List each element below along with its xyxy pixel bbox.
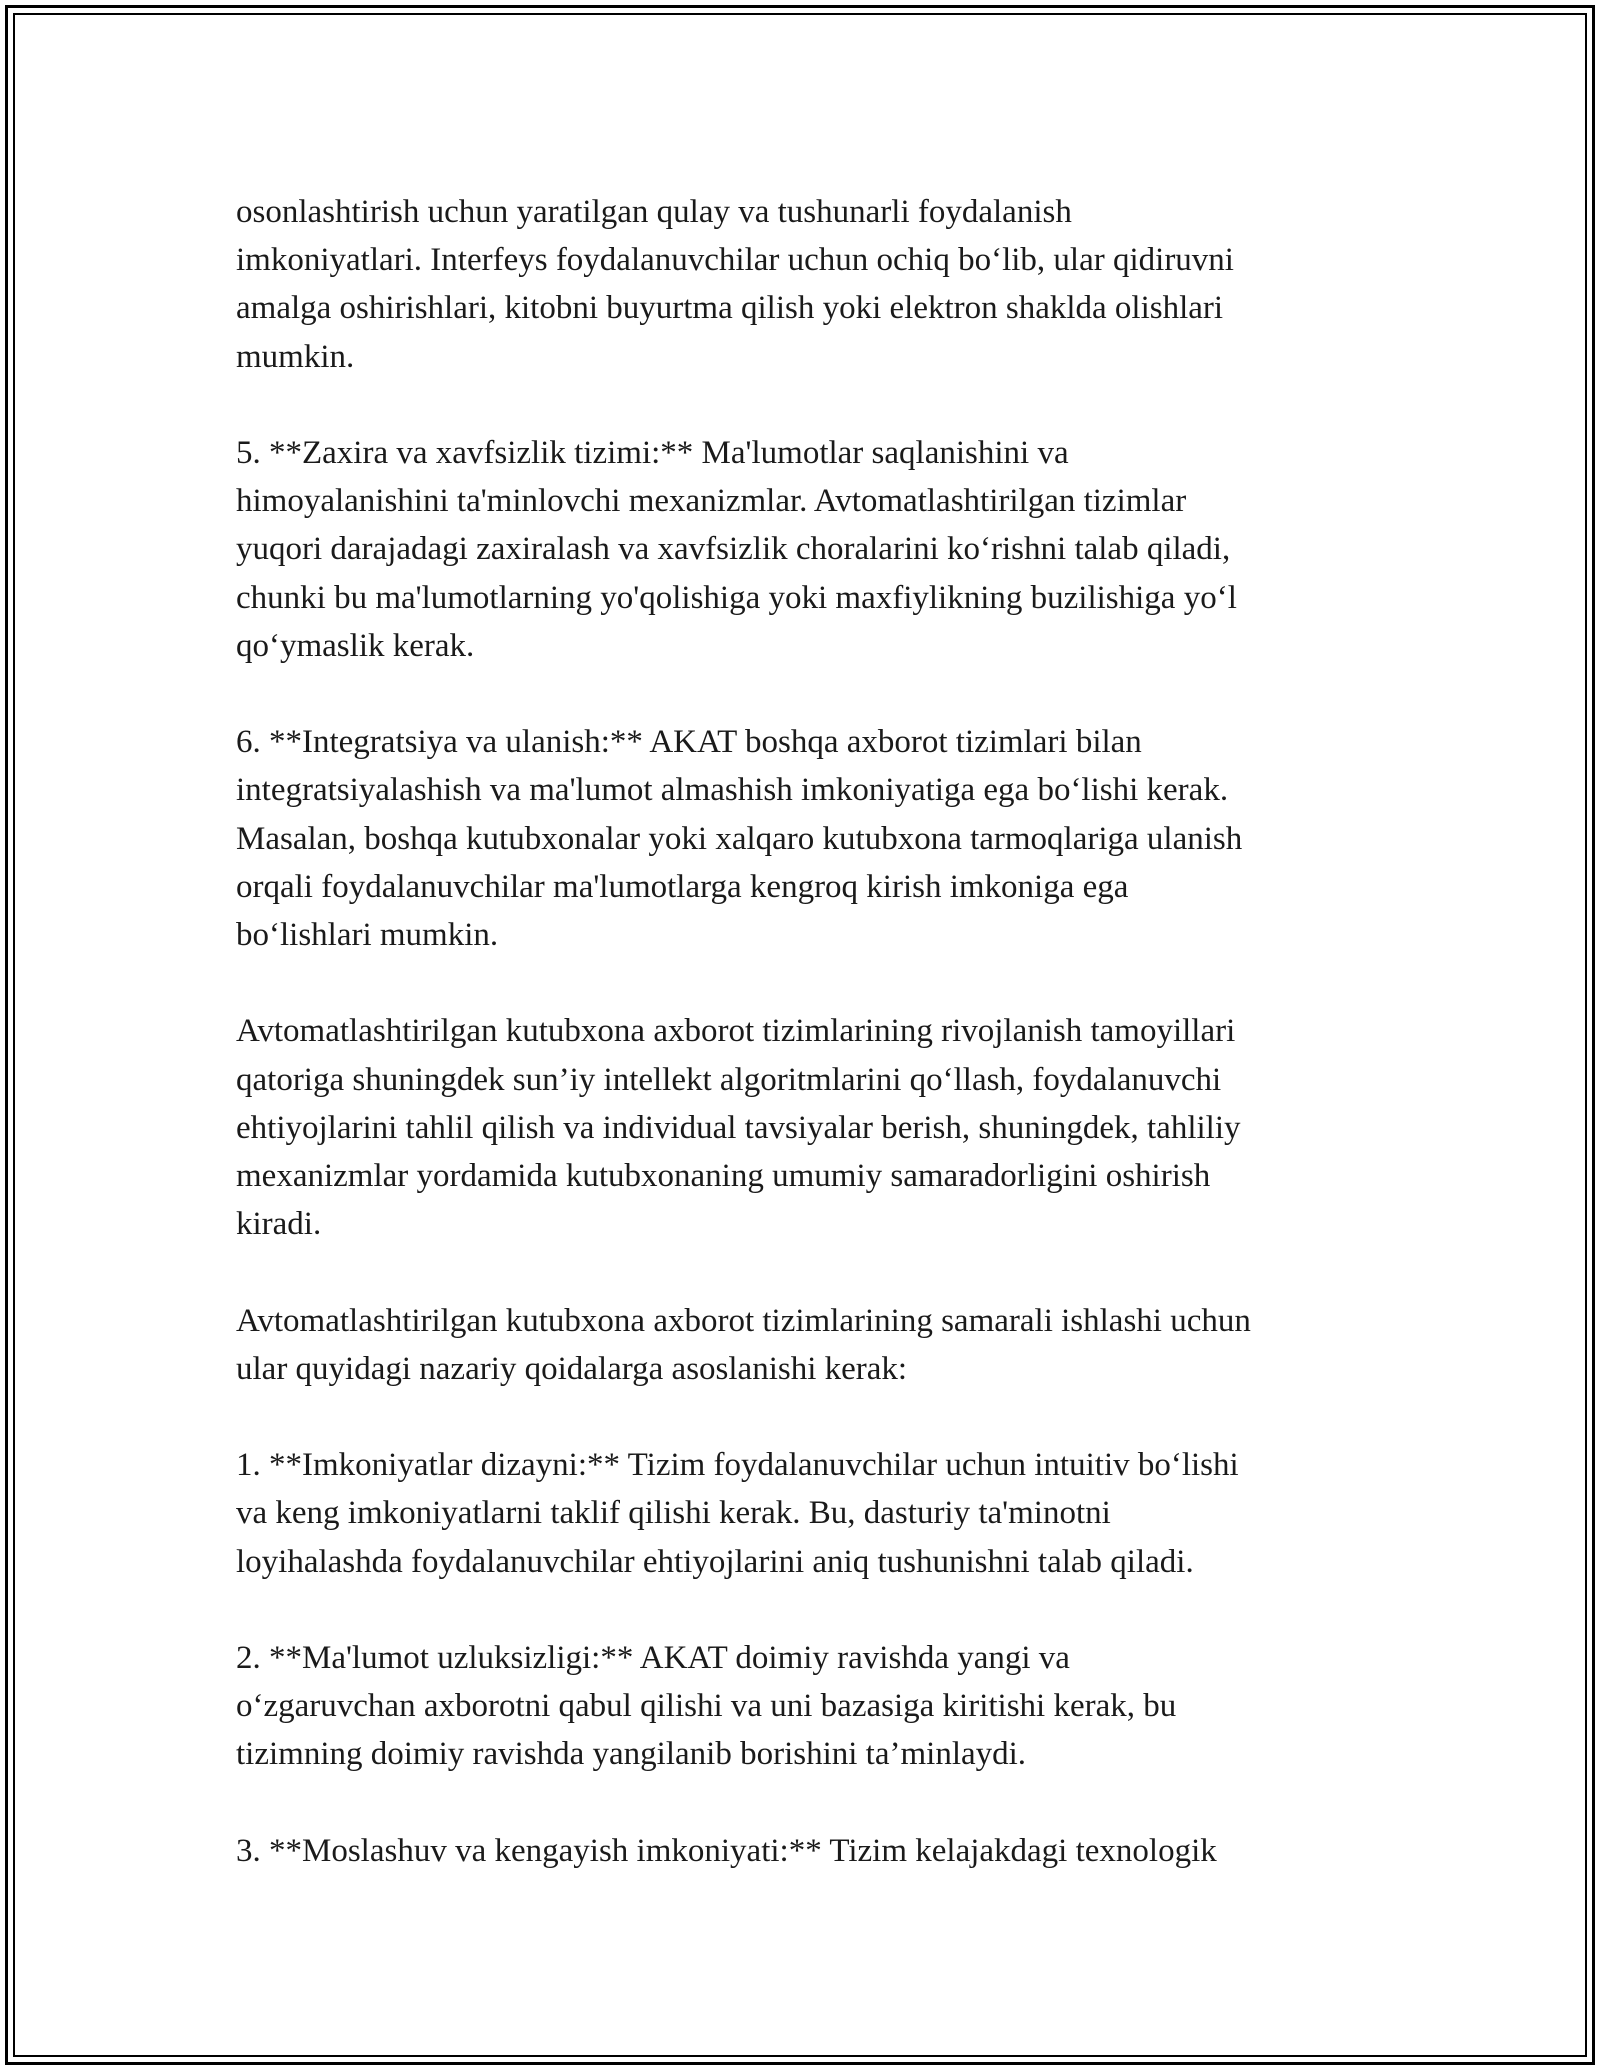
document-body bbox=[236, 188, 1386, 1875]
paragraph-capability-design: 1. **Imkoniyatlar dizayni:** Tizim foydalanuvchilar uchun intuitiv boʻlishi va keng imkoniyatlarni taklif qilishi kerak. Bu, dasturiy ta'minotni loyihalashda foydalanuvchilar ehtiyojlarini aniq tushunishni talab qiladi. bbox=[236, 1447, 1239, 1580]
paragraph-adaptability: 3. **Moslashuv va kengayish imkoniyati:** Tizim kelajakdagi texnologik bbox=[236, 1832, 1217, 1869]
paragraph-backup-security: 5. **Zaxira va xavfsizlik tizimi:** Ma'lumotlar saqlanishini va himoyalanishini ta'minlovchi mexanizmlar. Avtomatlashtirilgan tizimlar yuqori darajadagi zaxiralash va xavfsizlik choralarini koʻrishni talab qiladi, chunki bu ma'lumotlarning yo'qolishiga yoki maxfiylikning buzilishiga yoʻl qoʻymaslik kerak. bbox=[236, 435, 1237, 664]
paragraph-integration: 6. **Integratsiya va ulanish:** AKAT boshqa axborot tizimlari bilan integratsiyalashish va ma'lumot almashish imkoniyatiga ega boʻlishi kerak. Masalan, boshqa kutubxonalar yoki xalqaro kutubxona tarmoqlariga ulanish orqali foydalanuvchilar ma'lumotlarga kengroq kirish imkoniga ega boʻlishlari mumkin. bbox=[236, 724, 1243, 954]
paragraph-theoretical-rules-intro: Avtomatlashtirilgan kutubxona axborot tizimlarining samarali ishlashi uchun ular quyidagi nazariy qoidalarga asoslanishi kerak: bbox=[236, 1302, 1251, 1387]
paragraph-interface-continuation: osonlashtirish uchun yaratilgan qulay va tushunarli foydalanish imkoniyatlari. Interfeys foydalanuvchilar uchun ochiq boʻlib, ular qidiruvni amalga oshirishlari, kitobni buyurtma qilish yoki elektron shaklda olishlari mumkin. bbox=[236, 194, 1234, 375]
paragraph-data-continuity: 2. **Ma'lumot uzluksizligi:** AKAT doimiy ravishda yangi va oʻzgaruvchan axborotni qabul qilishi va uni bazasiga kiritishi kerak, bu tizimning doimiy ravishda yangilanib borishini ta’minlaydi. bbox=[236, 1640, 1177, 1773]
paragraph-development-principles: Avtomatlashtirilgan kutubxona axborot tizimlarining rivojlanish tamoyillari qatoriga shuningdek sun’iy intellekt algoritmlarini qoʻllash, foydalanuvchi ehtiyojlarini tahlil qilish va individual tavsiyalar berish, shuningdek, tahliliy mexanizmlar yordamida kutubxonaning umumiy samaradorligini oshirish kiradi. bbox=[236, 1013, 1241, 1243]
